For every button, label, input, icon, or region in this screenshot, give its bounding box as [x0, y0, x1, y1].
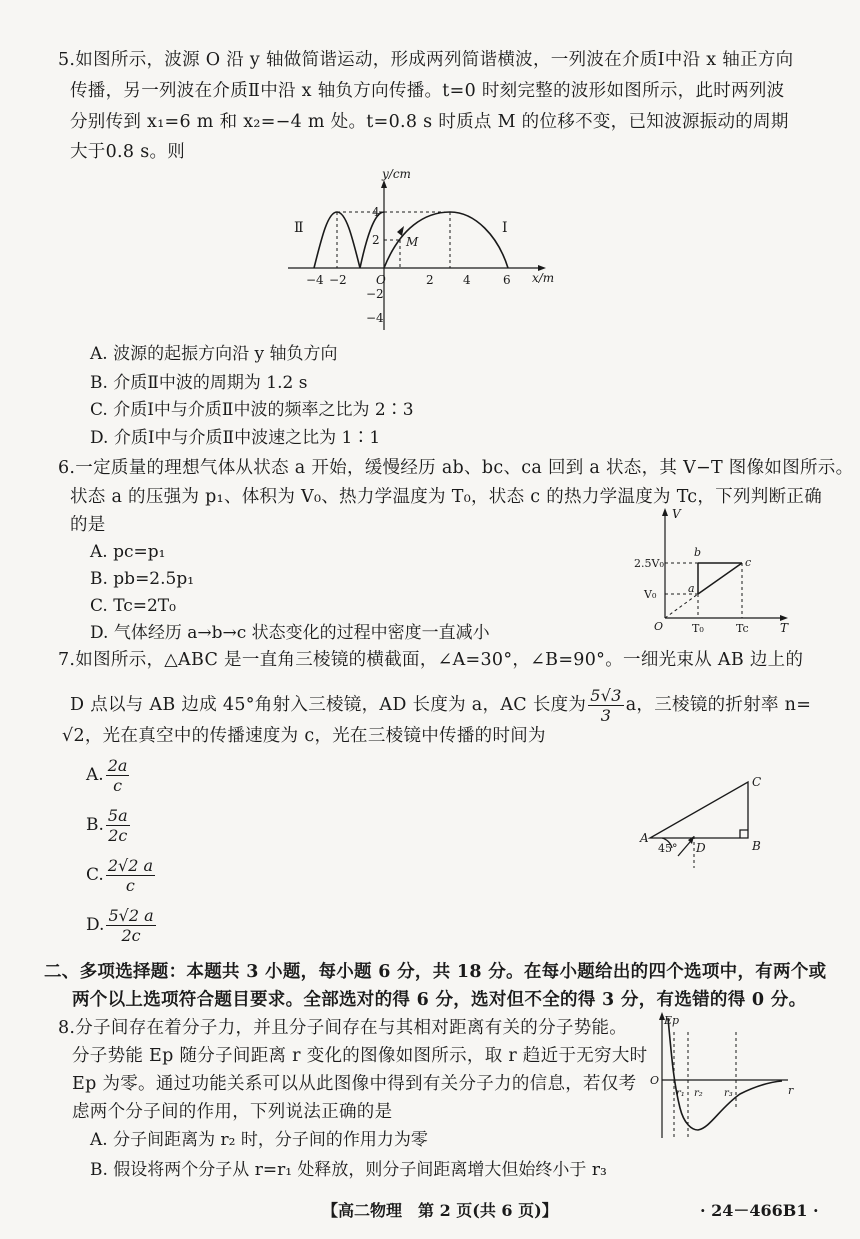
- q6-taxis-label: T: [780, 621, 789, 635]
- q5-xlabel: x/m: [532, 271, 555, 285]
- q8-r1: r₁: [676, 1088, 685, 1099]
- footer-code: · 24－466B1 ·: [700, 1201, 819, 1220]
- q8-r2: r₂: [694, 1088, 703, 1099]
- q7-vertex-A: A: [640, 831, 649, 845]
- q8-option-a: A. 分子间距离为 r₂ 时，分子间的作用力为零: [90, 1130, 428, 1150]
- q7-option-d: [86, 906, 158, 945]
- q5-origin: O: [376, 273, 386, 287]
- q5-option-a: A. 波源的起振方向沿 y 轴负方向: [90, 344, 338, 364]
- q8-xaxis-label: r: [788, 1084, 794, 1097]
- q5-region-I: Ⅰ: [502, 220, 508, 236]
- q5-wave-right: [384, 212, 508, 268]
- q6-line-2: 状态 a 的压强为 p₁、体积为 V₀、热力学温度为 T₀，状态 c 的热力学温度为 Tc，下列判断正确: [70, 487, 823, 507]
- q5-line-1: 5.如图所示，波源 O 沿 y 轴做简谐运动，形成两列简谐横波，一列波在介质Ⅰ中沿 x 轴正方向: [58, 50, 794, 70]
- q7-option-a-label: A.: [86, 765, 104, 785]
- section2-line-2: 两个以上选项符合题目要求。全部选对的得 6 分，选对但不全的得 3 分，有选错的得 0 分。: [72, 990, 807, 1010]
- q7-ac-fraction: [588, 686, 623, 725]
- q6-vaxis-label: V: [672, 507, 681, 521]
- q5-xtick-2: 2: [426, 273, 434, 287]
- q5-line-2: 传播，另一列波在介质Ⅱ中沿 x 轴负方向传播。t=0 时刻完整的波形如图所示，此时两列波: [70, 81, 785, 101]
- q7-vertex-B: B: [752, 839, 761, 853]
- q7-option-b-den: 2c: [108, 826, 128, 845]
- q5-point-M: M: [406, 235, 419, 249]
- q8-option-b: B. 假设将两个分子从 r=r₁ 处释放，则分子间距离增大但始终小于 r₃: [90, 1160, 607, 1180]
- q5-xtick-4: 4: [463, 273, 471, 287]
- q7-prism-figure: [636, 770, 776, 870]
- q5-region-II: Ⅱ: [294, 220, 304, 236]
- q5-option-b: B. 介质Ⅱ中波的周期为 1.2 s: [90, 373, 308, 393]
- footer-page-info: 【高二物理 第 2 页(共 6 页)】: [322, 1201, 558, 1220]
- q5-ytick-4: 4: [372, 205, 380, 219]
- q8-line-3: Ep 为零。通过功能关系可以从此图像中得到有关分子力的信息，若仅考: [72, 1074, 637, 1094]
- q5-option-c: C. 介质Ⅰ中与介质Ⅱ中波的频率之比为 2∶3: [90, 400, 414, 420]
- q5-xtick-neg2: −2: [329, 273, 347, 287]
- q8-line-1: 8.分子间存在着分子力，并且分子间存在与其相对距离有关的分子势能。: [58, 1018, 628, 1038]
- q5-ylabel: y/cm: [382, 167, 411, 181]
- q7-option-a: [86, 756, 131, 795]
- q6-point-c: c: [745, 556, 752, 569]
- q7-option-b-num: 5a: [107, 806, 128, 825]
- q7-option-b-label: B.: [86, 815, 104, 835]
- q7-angle-label: 45°: [658, 842, 678, 855]
- q8-origin: O: [650, 1074, 660, 1087]
- q5-xtick-6: 6: [503, 273, 511, 287]
- q6-option-b: B. pb=2.5p₁: [90, 569, 195, 589]
- q6-point-b: b: [694, 546, 702, 559]
- q6-t0: T₀: [692, 622, 704, 635]
- q6-option-c: C. Tc=2T₀: [90, 596, 176, 616]
- q5-xtick-neg4: −4: [306, 273, 324, 287]
- q6-point-a: a: [688, 582, 695, 595]
- q8-ep-figure: [648, 1012, 798, 1142]
- q7-line-2: [70, 686, 811, 725]
- q8-r3: r₃: [724, 1088, 733, 1099]
- q6-option-d: D. 气体经历 a→b→c 状态变化的过程中密度一直减小: [90, 623, 490, 643]
- q7-line-1: 7.如图所示，△ABC 是一直角三棱镜的横截面，∠A=30°，∠B=90°。一细光束从 AB 边上的: [58, 650, 804, 670]
- q7-vertex-C: C: [752, 775, 762, 789]
- q8-line-4: 虑两个分子间的作用，下列说法正确的是: [72, 1102, 393, 1122]
- q6-tc: Tc: [736, 622, 749, 635]
- q7-option-d-num: 5√2 a: [108, 906, 154, 925]
- q7-option-a-den: c: [113, 776, 123, 795]
- q7-option-c-label: C.: [86, 865, 104, 885]
- q5-line-4: 大于0.8 s。则: [70, 142, 186, 162]
- q7-option-c: [86, 856, 157, 895]
- q7-line-2-pre: D 点以与 AB 边成 45°角射入三棱镜，AD 长度为 a，AC 长度为: [70, 695, 587, 715]
- q5-line-3: 分别传到 x₁=6 m 和 x₂=−4 m 处。t=0.8 s 时质点 M 的位移不变，已知波源振动的周期: [70, 112, 789, 132]
- q6-v-low: V₀: [644, 588, 657, 601]
- q8-line-2: 分子势能 Ep 随分子间距离 r 变化的图像如图所示，取 r 趋近于无穷大时: [72, 1046, 648, 1066]
- q7-line-3: √2，光在真空中的传播速度为 c，光在三棱镜中传播的时间为: [62, 726, 546, 746]
- q5-ytick-neg2: −2: [366, 287, 384, 301]
- q7-line-2-post: a，三棱镜的折射率 n=: [625, 695, 812, 715]
- q7-option-a-num: 2a: [107, 756, 128, 775]
- q6-option-a: A. pc=p₁: [90, 542, 166, 562]
- q7-option-d-den: 2c: [121, 926, 141, 945]
- q6-line-3: 的是: [70, 515, 106, 535]
- q7-ac-den: 3: [600, 706, 612, 725]
- q8-yaxis-label: Ep: [664, 1014, 680, 1027]
- q6-v-high: 2.5V₀: [634, 557, 664, 570]
- q7-option-b: [86, 806, 132, 845]
- q6-line-1: 6.一定质量的理想气体从状态 a 开始，缓慢经历 ab、bc、ca 回到 a 状态，其 V−T 图像如图所示。: [58, 458, 854, 478]
- section2-line-1: 二、多项选择题：本题共 3 小题，每小题 6 分，共 18 分。在每小题给出的四个选项中，有两个或: [44, 962, 827, 982]
- q5-option-d: D. 介质Ⅰ中与介质Ⅱ中波速之比为 1∶1: [90, 428, 381, 448]
- q7-option-c-num: 2√2 a: [107, 856, 153, 875]
- q6-vt-figure: [632, 508, 792, 636]
- q5-ytick-neg4: −4: [366, 311, 384, 325]
- q5-ytick-2: 2: [372, 233, 380, 247]
- q6-origin: O: [654, 620, 664, 633]
- q7-option-c-den: c: [125, 876, 135, 895]
- q7-option-d-label: D.: [86, 915, 105, 935]
- q7-point-D: D: [696, 841, 706, 855]
- q5-wave-figure: [280, 167, 560, 340]
- q8-ep-curve: [668, 1018, 782, 1130]
- q7-ac-num: 5√3: [590, 686, 622, 705]
